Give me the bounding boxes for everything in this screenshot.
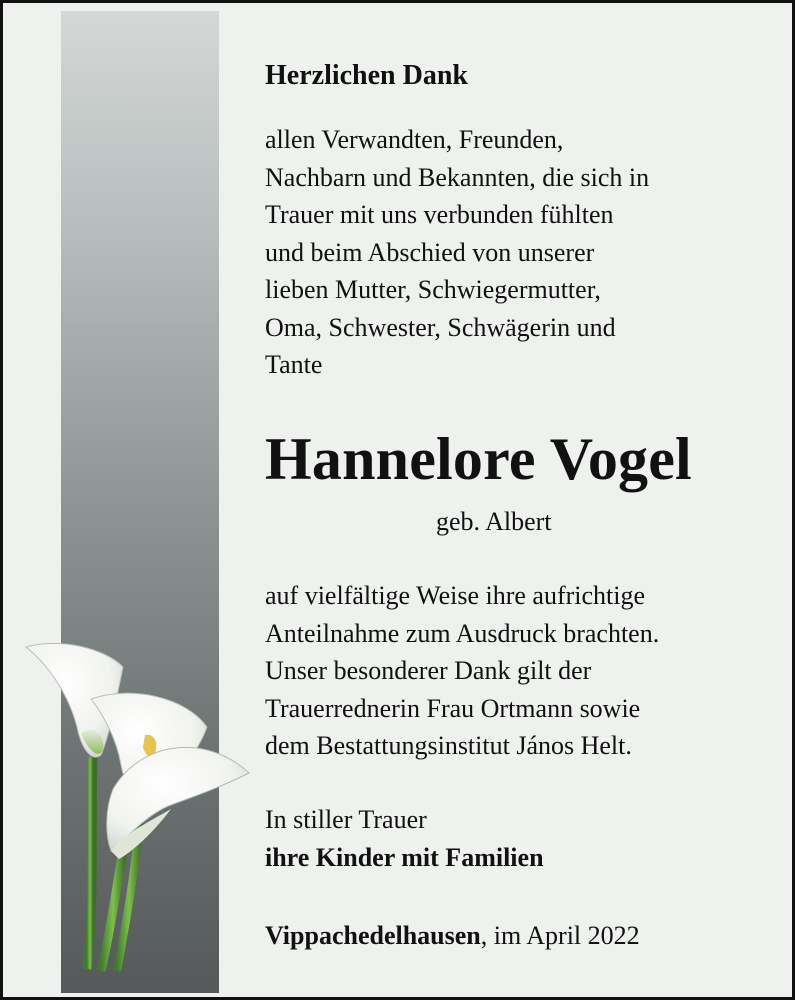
text-line: Tante <box>265 350 323 379</box>
text-line: Trauerrednerin Frau Ortmann sowie <box>265 693 641 723</box>
text-line: Trauer mit uns verbunden fühlten <box>265 200 614 229</box>
text-line: Oma, Schwester, Schwägerin und <box>265 312 616 342</box>
heading: Herzlichen Dank <box>265 60 468 91</box>
closing-block <box>265 801 762 877</box>
intro-paragraph <box>265 121 762 384</box>
place-name: Vippachedelhausen <box>265 921 481 950</box>
closing-line: In stiller Trauer <box>265 805 427 834</box>
text-line: und beim Abschied von unserer <box>265 237 595 267</box>
text-line: Unser besonderer Dank gilt der <box>265 656 592 685</box>
text-line: lieben Mutter, Schwiegermutter, <box>265 275 601 304</box>
deceased-name: Hannelore Vogel <box>265 426 692 492</box>
signature: ihre Kinder mit Familien <box>265 843 544 872</box>
date-text: , im April 2022 <box>480 921 640 950</box>
text-line: dem Bestattungsinstitut János Helt. <box>265 731 632 760</box>
text-line: auf vielfältige Weise ihre aufrichtige <box>265 581 646 610</box>
maiden-name: geb. Albert <box>436 507 552 536</box>
calla-lily-image <box>21 637 256 977</box>
text-line: allen Verwandten, Freunden, <box>265 125 564 154</box>
text-line: Anteilnahme zum Ausdruck brachten. <box>265 618 660 648</box>
place-date <box>265 917 762 955</box>
body-paragraph <box>265 577 762 765</box>
text-line: Nachbarn und Bekannten, die sich in <box>265 162 650 192</box>
